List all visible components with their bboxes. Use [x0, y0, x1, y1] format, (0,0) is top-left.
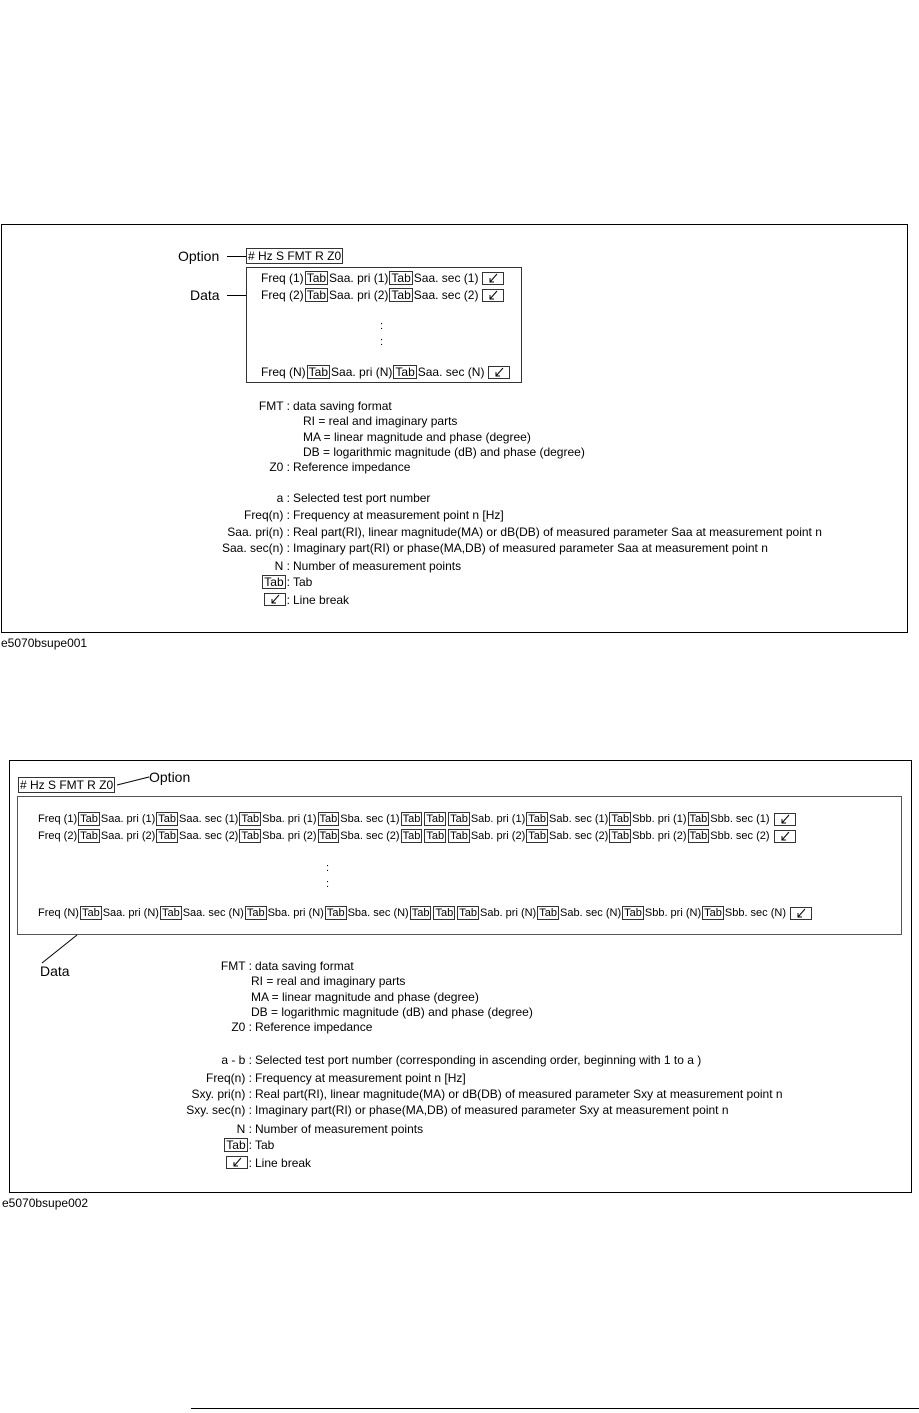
definition-text: Tab	[293, 575, 313, 589]
footer-rule	[191, 1408, 919, 1409]
definition-text: MA = linear magnitude and phase (degree)	[303, 430, 531, 444]
tab-key: Tab	[161, 907, 180, 919]
data-field: Saa. pri (1)	[100, 813, 156, 825]
tab-key: Tab	[450, 830, 468, 842]
definition-term-text: N :	[236, 1122, 252, 1136]
definition-text: data saving format	[255, 959, 354, 973]
data-field: Sab. sec (1)	[549, 813, 609, 825]
fig1-data-label: Data	[190, 287, 220, 303]
data-field: Saa. pri (1)	[329, 271, 389, 285]
definition-text: Line break	[293, 593, 350, 607]
data-field: Sbb. sec (N)	[724, 907, 787, 919]
data-field: Saa. pri (N)	[102, 907, 159, 919]
definition-row	[0, 525, 822, 539]
definition-text: Real part(RI), linear magnitude(MA) or dB(DB) of measured parameter Saa at measurement point n	[293, 525, 822, 539]
definition-term-text: :	[286, 575, 290, 589]
data-field: Sbb. pri (2)	[632, 830, 687, 842]
tab-key: Tab	[611, 830, 630, 842]
data-field: Saa. pri (2)	[329, 288, 389, 302]
tab-key: Tab	[528, 830, 547, 842]
definition-row	[0, 559, 461, 573]
line-break-icon	[774, 813, 796, 826]
definition-text: DB = logarithmic magnitude (dB) and phase (degree)	[303, 445, 585, 459]
definition-text: Tab	[255, 1138, 275, 1152]
tab-key: Tab	[624, 907, 642, 919]
tab-key: Tab	[402, 830, 421, 842]
fig2-option-box: # Hz S FMT R Z0	[20, 778, 114, 792]
data-row	[261, 271, 504, 285]
definition-term-text: Z0 :	[231, 1020, 252, 1034]
fig1-data-leader	[227, 295, 246, 296]
definition-term-text: :	[248, 1138, 252, 1152]
definition-term	[0, 1103, 252, 1117]
data-field: Saa. sec (N)	[417, 365, 485, 379]
definition-text: RI = real and imaginary parts	[251, 974, 406, 988]
definition-row	[0, 959, 354, 973]
tab-key: Tab	[319, 830, 338, 842]
definition-text: Selected test port number	[293, 491, 431, 505]
definition-text: Line break	[255, 1156, 312, 1170]
tab-key: Tab	[411, 907, 430, 919]
definition-term-text: Z0 :	[269, 460, 290, 474]
definition-term-text: :	[286, 593, 290, 607]
fig2-option-leader	[117, 775, 151, 787]
data-field: Sab. sec (2)	[549, 830, 609, 842]
data-field: Sab. sec (N)	[559, 907, 622, 919]
definition-row	[0, 1087, 783, 1101]
data-field: Freq (2)	[261, 288, 304, 302]
definition-text: Reference impedance	[293, 460, 411, 474]
data-field: Sba. sec (1)	[340, 813, 400, 825]
definition-term	[0, 1138, 252, 1152]
definition-term	[0, 508, 290, 522]
definition-text: Imaginary part(RI) or phase(MA,DB) of measured parameter Sxy at measurement point n	[255, 1103, 729, 1117]
definition-text: Real part(RI), linear magnitude(MA) or dB(DB) of measured parameter Sxy at measurement point n	[255, 1087, 783, 1101]
definition-text: data saving format	[293, 399, 392, 413]
definition-term	[0, 1087, 252, 1101]
definition-text: Number of measurement points	[293, 559, 462, 573]
fig2-option-label: Option	[149, 769, 191, 785]
definition-term-text: FMT :	[220, 959, 252, 973]
line-break-icon	[488, 366, 510, 379]
tab-key: Tab	[391, 288, 411, 302]
definition-text: Imaginary part(RI) or phase(MA,DB) of measured parameter Saa at measurement point n	[293, 541, 768, 555]
tab-key: Tab	[264, 575, 284, 589]
data-row	[261, 365, 510, 379]
definition-row	[0, 399, 392, 413]
definition-row	[0, 1020, 372, 1034]
definition-row	[0, 491, 430, 505]
tab-key: Tab	[80, 813, 98, 825]
definition-term	[0, 1053, 252, 1067]
definition-text: Number of measurement points	[255, 1122, 424, 1136]
tab-key: Tab	[611, 813, 630, 825]
fig2-caption: e5070bsupe002	[2, 1196, 89, 1210]
definition-term	[0, 1020, 252, 1034]
tab-key: Tab	[450, 813, 468, 825]
data-field: Sab. pri (N)	[479, 907, 537, 919]
definition-row	[0, 1122, 423, 1136]
data-field: Sba. pri (1)	[262, 813, 317, 825]
definition-text: RI = real and imaginary parts	[303, 414, 458, 428]
fig1-option-box: # Hz S FMT R Z0	[248, 249, 342, 263]
definition-term-text: Sxy. sec(n) :	[186, 1103, 252, 1117]
definition-text: Selected test port number (corresponding in ascending order, beginning with 1 to a )	[255, 1053, 702, 1067]
definition-term	[0, 559, 290, 573]
fig1-option-label: Option	[178, 248, 220, 264]
data-field: Saa. sec (N)	[182, 907, 244, 919]
definition-term	[0, 1122, 252, 1136]
definition-term-text: a - b :	[221, 1053, 252, 1067]
definition-row	[0, 508, 504, 522]
definition-row	[0, 1053, 701, 1067]
definition-term	[0, 491, 290, 505]
tab-key: Tab	[226, 1138, 246, 1152]
definition-term-text: :	[248, 1156, 252, 1170]
tab-key: Tab	[459, 907, 477, 919]
definition-term-text: a :	[276, 491, 290, 505]
tab-key: Tab	[528, 813, 547, 825]
definition-text: Reference impedance	[255, 1020, 373, 1034]
tab-key: Tab	[306, 271, 327, 285]
data-field: Sba. sec (2)	[340, 830, 400, 842]
line-break-icon	[790, 907, 812, 920]
tab-key: Tab	[402, 813, 421, 825]
definition-term	[0, 1071, 252, 1085]
definition-text: Frequency at measurement point n [Hz]	[293, 508, 504, 522]
definition-term-text: Sxy. pri(n) :	[191, 1087, 252, 1101]
fig2-data-label: Data	[40, 963, 70, 979]
definition-term-text: Freq(n) :	[205, 1071, 252, 1085]
fig1-option-leader	[227, 256, 246, 257]
line-break-icon	[226, 1156, 248, 1169]
tab-key: Tab	[395, 365, 415, 379]
data-field: Saa. sec (1)	[413, 271, 479, 285]
data-row	[38, 829, 796, 843]
tab-key: Tab	[426, 830, 445, 842]
definition-row	[0, 1138, 274, 1152]
data-field: Sbb. pri (1)	[632, 813, 687, 825]
tab-key: Tab	[306, 288, 327, 302]
definition-term-text: Saa. pri(n) :	[227, 525, 290, 539]
definition-row	[0, 414, 457, 428]
tab-key: Tab	[704, 907, 722, 919]
tab-key: Tab	[426, 813, 445, 825]
tab-key: Tab	[326, 907, 345, 919]
definition-row	[0, 575, 312, 589]
definition-row	[0, 593, 349, 607]
tab-key: Tab	[158, 813, 177, 825]
data-field: Saa. sec (2)	[179, 830, 239, 842]
definition-term	[0, 959, 252, 973]
definition-term-text: FMT :	[258, 399, 290, 413]
data-field: Freq (2)	[38, 830, 78, 842]
tab-key: Tab	[308, 365, 329, 379]
definition-term	[0, 399, 290, 413]
definition-term	[0, 1156, 252, 1170]
data-row	[38, 906, 812, 920]
data-field: Freq (1)	[261, 271, 304, 285]
tab-key: Tab	[158, 830, 177, 842]
definition-row	[0, 1005, 533, 1019]
line-break-icon	[482, 272, 504, 285]
definition-term-text: Freq(n) :	[243, 508, 290, 522]
tab-key: Tab	[689, 813, 708, 825]
fig1-caption: e5070bsupe001	[1, 636, 88, 650]
definition-term	[0, 575, 290, 589]
definition-text: MA = linear magnitude and phase (degree)	[251, 990, 479, 1004]
data-field: Sbb. sec (1)	[710, 813, 770, 825]
data-field: Saa. pri (2)	[100, 830, 156, 842]
definition-row	[0, 1071, 466, 1085]
definition-term	[0, 593, 290, 607]
data-field: Saa. sec (2)	[413, 288, 479, 302]
ellipsis: :	[326, 878, 330, 890]
definition-term	[0, 525, 290, 539]
data-field: Sba. pri (N)	[267, 907, 324, 919]
data-row	[38, 812, 796, 826]
data-row	[261, 288, 504, 302]
tab-key: Tab	[435, 907, 454, 919]
definition-text: DB = logarithmic magnitude (dB) and phase (degree)	[251, 1005, 533, 1019]
definition-term-text: N :	[274, 559, 290, 573]
data-field: Sab. pri (2)	[470, 830, 526, 842]
line-break-icon	[482, 289, 504, 302]
data-field: Sba. pri (2)	[262, 830, 317, 842]
definition-row	[0, 1103, 729, 1117]
data-field: Freq (1)	[38, 813, 78, 825]
definition-row	[0, 990, 479, 1004]
line-break-icon	[774, 830, 796, 843]
ellipsis: :	[380, 336, 384, 348]
definition-row	[0, 445, 585, 459]
tab-key: Tab	[319, 813, 338, 825]
definition-term-text: Saa. sec(n) :	[221, 541, 290, 555]
data-field: Freq (N)	[38, 907, 79, 919]
tab-key: Tab	[241, 830, 260, 842]
data-field: Saa. sec (1)	[179, 813, 239, 825]
definition-row	[0, 460, 410, 474]
tab-key: Tab	[80, 830, 98, 842]
ellipsis: :	[380, 320, 384, 332]
data-field: Sba. sec (N)	[347, 907, 409, 919]
line-break-icon	[264, 593, 286, 606]
data-field: Freq (N)	[261, 365, 306, 379]
definition-term	[0, 541, 290, 555]
data-field: Sab. pri (1)	[470, 813, 526, 825]
data-field: Saa. pri (N)	[331, 365, 393, 379]
data-field: Sbb. sec (2)	[710, 830, 770, 842]
definition-row	[0, 1156, 311, 1170]
definition-row	[0, 974, 405, 988]
definition-text: Frequency at measurement point n [Hz]	[255, 1071, 466, 1085]
tab-key: Tab	[689, 830, 708, 842]
tab-key: Tab	[539, 907, 557, 919]
ellipsis: :	[326, 862, 330, 874]
definition-row	[0, 430, 531, 444]
definition-term	[0, 460, 290, 474]
data-field: Sbb. pri (N)	[644, 907, 702, 919]
tab-key: Tab	[81, 907, 100, 919]
tab-key: Tab	[246, 907, 265, 919]
tab-key: Tab	[241, 813, 260, 825]
tab-key: Tab	[391, 271, 411, 285]
definition-row	[0, 541, 768, 555]
